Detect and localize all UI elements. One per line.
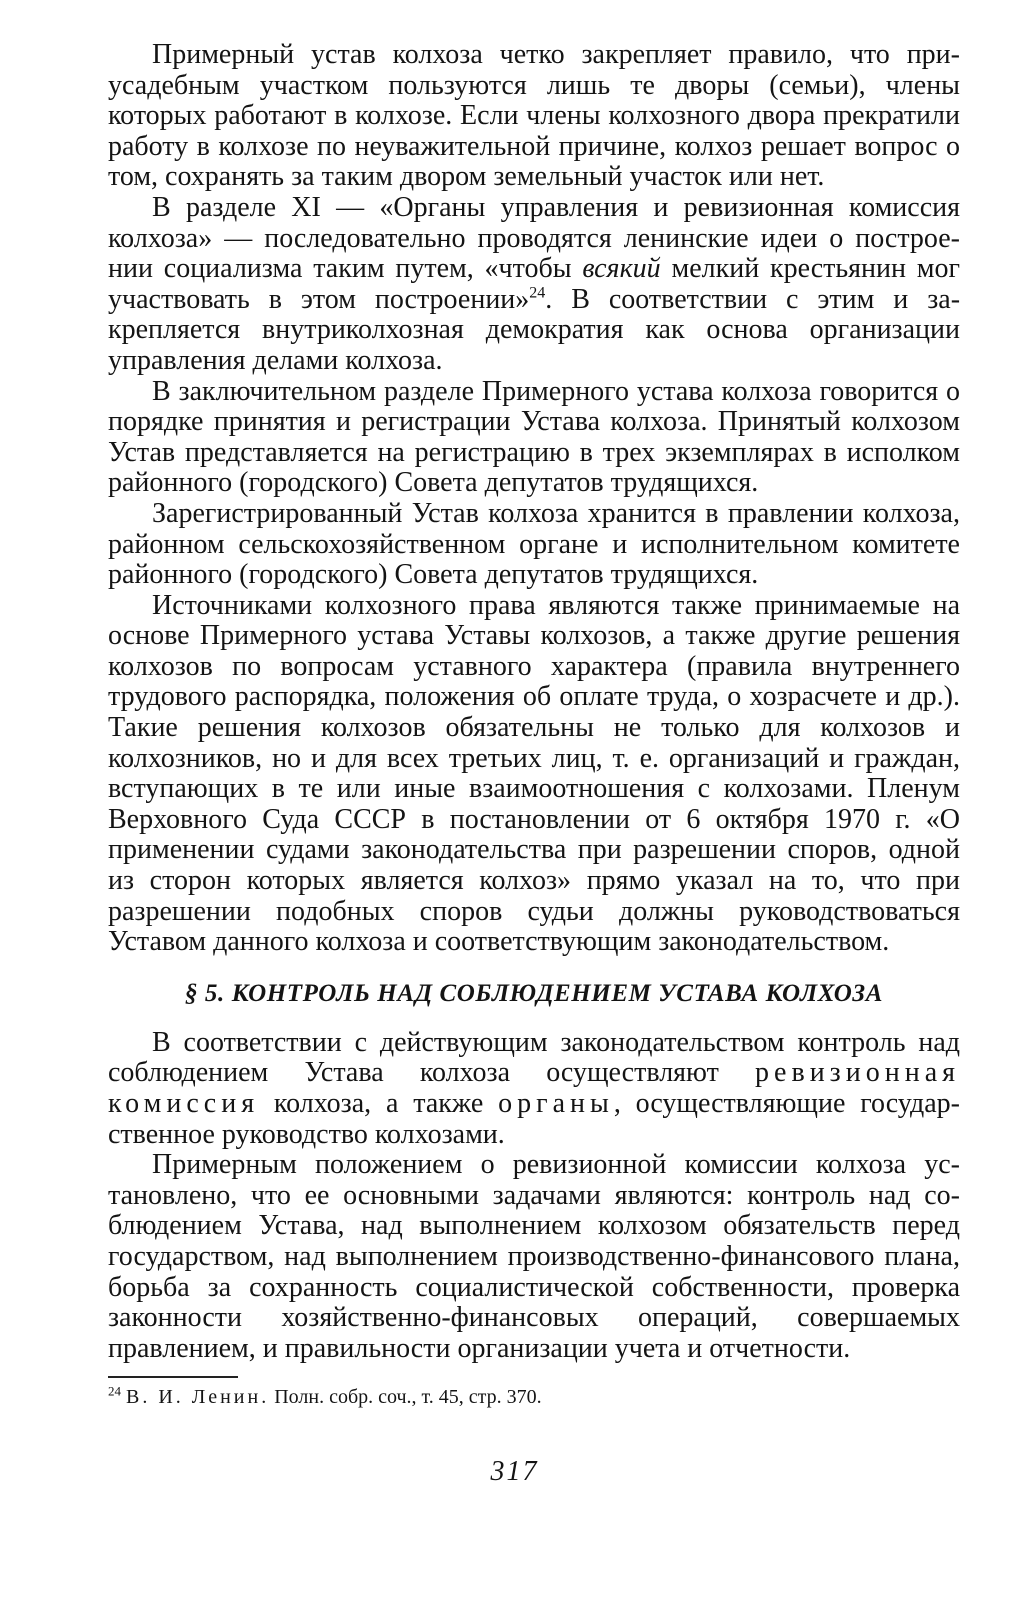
paragraph-text: , осуществляющие государственное руководство колхозами. (108, 1088, 960, 1150)
footnote-author: В. И. Ленин. (126, 1386, 270, 1409)
footnote-reference: 24 (529, 284, 546, 302)
paragraph-law-sources: Источниками колхозного права являются также принимаемые на основе Примерного устава Уставы колхозов, а также другие решения колхозов по вопросам уставного характера (правила внутреннего трудового распорядка, положения об оплате труда, о хозрасчете и др.). Такие решения колхозов обязательны не только для колхозов и колхозников, но и для всех третьих лиц, т. е. организаций и граждан, вступающих в те или иные взаимоотношения с колхозами. Пленум Верховного Суда СССР в постановлении от 6 октября 1970 г. «О применении судами законодательства при разрешении споров, одной из сторон которых является колхоз» прямо указал на то, что при разрешении подобных споров судьи должны руководствоваться Уставом данного колхоза и соответствующим законодательством. (108, 589, 960, 958)
paragraph-text: В соответствии с действующим законодательством контроль над соблюдением Устава колхоза осуществляют (108, 1026, 960, 1089)
paragraph-final-section: В заключительном разделе Примерного устава колхоза говорится о порядке принятия и регистрации Устава колхоза. Принятый колхозом Устав представляется на регистрацию в трех экземплярах в исполком районного (городского) Совета депутатов трудящихся. (108, 375, 960, 499)
paragraph-section-xi (108, 193, 960, 377)
spaced-emphasis: ревизионная комиссия (108, 1057, 960, 1119)
italic-emphasis: всякий (582, 253, 661, 285)
paragraph-text: . В соответствии с этим и закрепляется внутриколхозная демократия как основа организации управления делами колхоза. (108, 283, 961, 376)
paragraph-audit-commission: Примерным положением о ревизионной комиссии колхоза установлено, что ее основными задачами являются: контроль над соблюдением Устава, над выполнением колхозом обязательств перед государством, над выполнением производственно-финансового плана, борьба за сохранность социалистической собственности, проверка законности хозяйственно-финансовых операций, совершаемых правлением, и правильности организации учета и отчетности. (108, 1149, 960, 1364)
spaced-emphasis: органы (498, 1088, 614, 1119)
paragraph-control (108, 1028, 960, 1150)
paragraph-text: мелкий крестьянин мог участвовать в этом построении» (108, 253, 960, 315)
footnote (108, 1384, 960, 1410)
page-number: 317 (490, 1456, 539, 1487)
paragraph-text: В разделе XI — «Органы управления и ревизионная комиссия колхоза» — последовательно проводятся ленинские идеи о построении социализма таким путем, «чтобы (108, 191, 960, 285)
paragraph-text: колхоза, а также (259, 1088, 499, 1119)
footnote-divider (108, 1376, 238, 1378)
footnote-mark: 24 (108, 1383, 121, 1399)
page-body (108, 40, 960, 1410)
section-heading: § 5. КОНТРОЛЬ НАД СОБЛЮДЕНИЕМ УСТАВА КОЛХОЗА (184, 979, 884, 1007)
footnote-text: Полн. собр. соч., т. 45, стр. 370. (269, 1386, 542, 1409)
paragraph-registered-charter: Зарегистрированный Устав колхоза хранится в правлении колхоза, районном сельскохозяйственном органе и исполнительном комитете районного (городского) Совета депутатов трудящихся. (108, 497, 960, 591)
paragraph-homestead-plot: Примерный устав колхоза четко закрепляет правило, что приусадебным участком пользуются лишь те дворы (семьи), члены которых работают в колхозе. Если члены колхозного двора прекратили работу в колхозе по неуважительной причине, колхоз решает вопрос о том, сохранять за таким двором земельный участок или нет. (108, 39, 960, 193)
